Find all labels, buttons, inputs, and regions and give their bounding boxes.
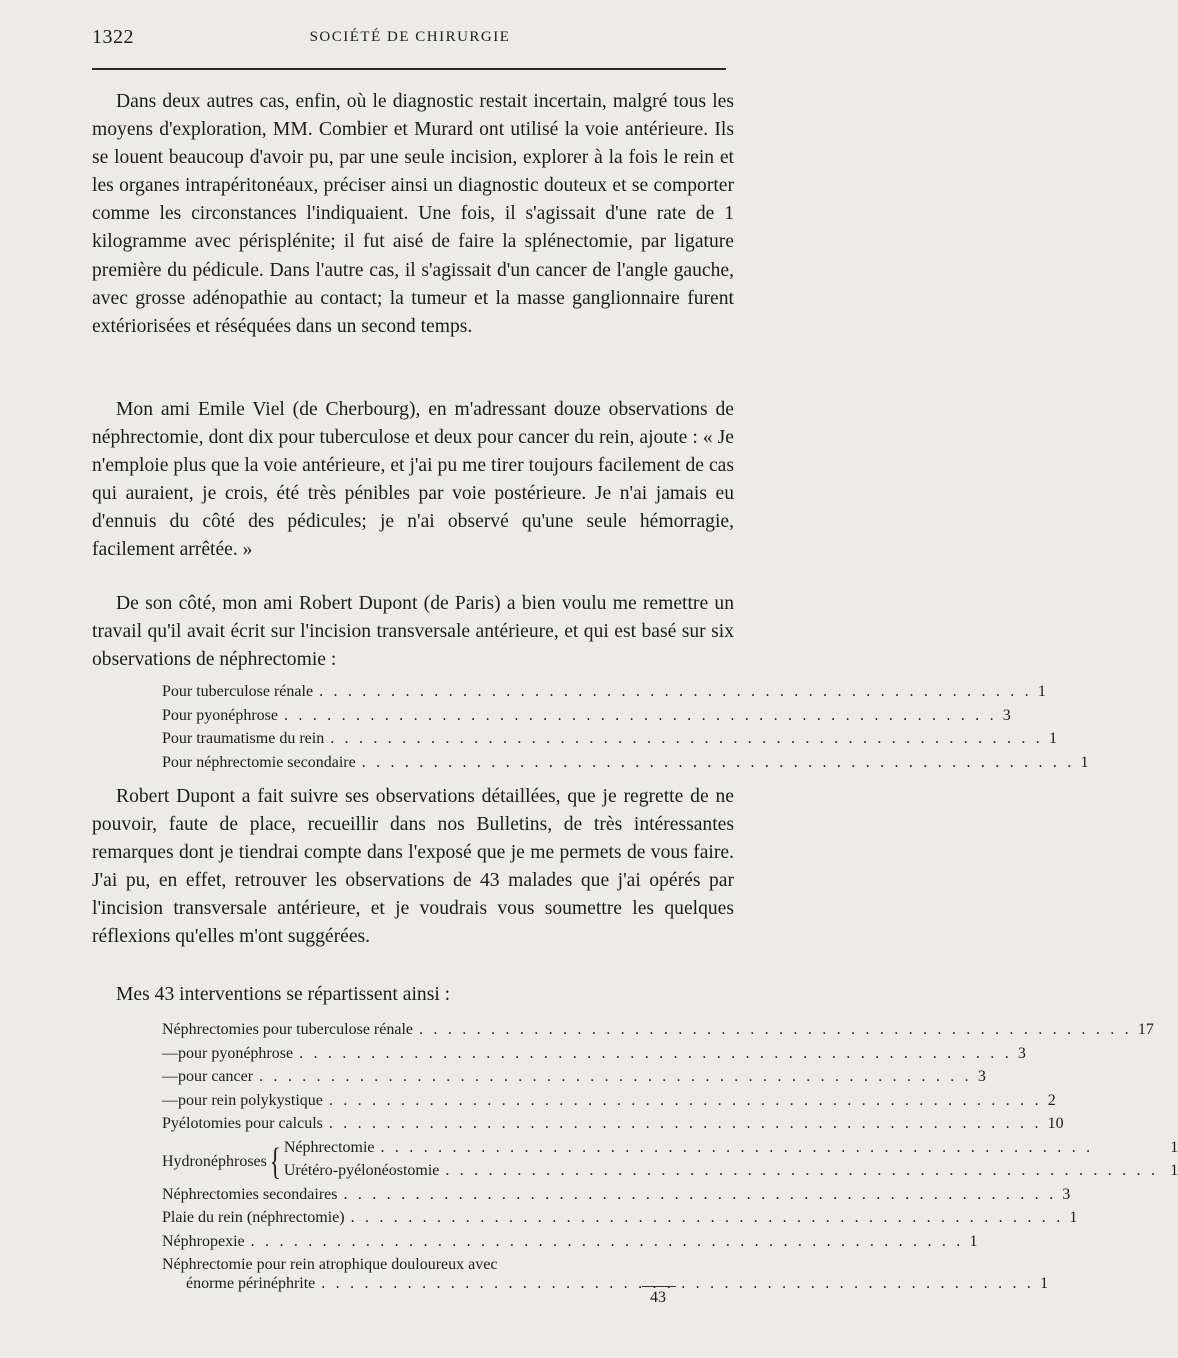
row-label: Pyélotomies pour calculs [162,1115,323,1132]
dot-leader [381,1139,1159,1157]
dot-leader [329,1092,1042,1110]
dot-leader [343,1186,1056,1204]
ditto-dash: — [162,1091,178,1109]
ditto-dash: — [162,1044,178,1062]
row-label: Néphrectomies pour tuberculose rénale [162,1021,414,1038]
row-value: 1 [1080,753,1089,771]
row-label: Pour traumatisme du rein [162,730,325,747]
row-value: 3 [1062,1185,1071,1203]
table-row [162,1256,1049,1293]
group-label: Hydronéphroses [162,1153,267,1170]
page-header [92,24,728,54]
dot-leader [251,1233,964,1251]
row-value: 1 [1069,1209,1078,1226]
table-row [162,1044,1026,1069]
table-row [162,1185,1071,1210]
paragraph-1: Dans deux autres cas, enfin, où le diagnostic restait incertain, malgré tous les moyens d'exploration, MM. Combier et Murard ont utilisé la voie antérieure. Ils se louent beaucoup d'avoir pu, par une seule incision, explorer à la fois le rein et les organes intrapéritonéaux, préciser ainsi un diagnostic douteux et se comporter comme les circonstances l'indiquaient. Une fois, il s'agissait d'une rate de 1 kilogramme avec périsplénite; il fut aisé de faire la splénectomie, par ligature première du pédicule. Dans l'autre cas, il s'agissait d'un cancer de l'angle gauche, avec grosse adénopathie au contact; la tumeur et la masse ganglionnaire furent extériorisées et réséquées dans un second temps. [92,91,734,337]
row-value: 1 [1170,1138,1178,1156]
paragraph-3: De son côté, mon ami Robert Dupont (de Paris) a bien voulu me remettre un travail qu'il avait écrit sur l'incision transversale antérieure, et qui est basé sur six observations de néphrectomie : [92,593,734,671]
table-row [162,1115,1064,1139]
dupont-observations-table [162,683,1089,777]
row-label: pour cancer [178,1068,254,1085]
row-value: 3 [1017,1044,1026,1062]
dot-leader [321,1275,1034,1294]
dot-leader [445,1162,1158,1180]
table-row [162,730,1057,754]
interventions-table [162,1021,1178,1293]
dot-leader [419,1021,1132,1039]
table-row [162,1068,986,1092]
row-label-line1: Néphrectomie pour rein atrophique douloureux avec [162,1256,498,1273]
row-label: Urétéro-pyélonéostomie [283,1162,440,1179]
paragraph-4: Robert Dupont a fait suivre ses observations détaillées, que je regrette de ne pouvoir, faute de place, recueillir dans nos Bulletins, de très intéressantes remarques dont je tiendrai compte dans l'exposé que je me permets de vous faire. J'ai pu, en effet, retrouver les observations de 43 malades que j'ai opérés par l'incision transversale antérieure, et je voudrais vous soumettre les quelques réflexions qu'elles m'ont suggérées. [92,786,734,948]
dot-leader [330,730,1043,748]
row-value: 1 [969,1232,978,1250]
row-value: 17 [1137,1021,1154,1038]
dot-leader [284,707,997,725]
row-value: 10 [1047,1115,1064,1132]
running-title: SOCIÉTÉ DE CHIRURGIE [309,29,511,45]
row-value: 2 [1047,1091,1056,1109]
table-row [162,706,1011,731]
table-row [284,1162,1178,1186]
dot-leader [259,1068,972,1086]
dot-leader [329,1115,1042,1133]
paragraph-2: Mon ami Emile Viel (de Cherbourg), en m'adressant douze observations de néphrectomie, dont dix pour tuberculose et deux pour cancer du rein, ajoute : « Je n'emploie plus que la voie antérieure, et j'ai pu me tirer toujours facilement de cas qui auraient, je crois, été très pénibles par voie postérieure. Je n'ai jamais eu d'ennuis du côté des pédicules; je n'ai observé qu'une seule hémorragie, facilement arrêtée. » [92,399,734,561]
row-value: 1 [1170,1162,1178,1179]
row-value: 1 [1049,730,1057,747]
row-value: 1 [1040,1274,1049,1292]
table-row [162,1091,1056,1116]
row-label-line2-wrap [162,1274,1049,1294]
total-rule [642,1286,676,1287]
row-value: 3 [977,1068,986,1085]
dot-leader [351,1209,1064,1227]
paragraph-5: Mes 43 interventions se répartissent ainsi : [116,984,451,1005]
row-label: Pour tuberculose rénale [162,683,314,700]
row-label: Pour pyonéphrose [162,706,278,724]
row-label-line2: énorme périnéphrite [186,1274,316,1292]
row-value: 1 [1037,683,1046,700]
table-row [162,1209,1078,1233]
total-value: 43 [650,1289,666,1306]
row-label: pour rein polykystique [178,1091,323,1109]
row-label: Plaie du rein (néphrectomie) [162,1209,345,1226]
row-label: pour pyonéphrose [178,1044,294,1062]
header-rule [92,68,726,70]
group-rows [284,1139,1178,1186]
table-row [284,1139,1178,1163]
row-label: Néphrectomie [283,1138,375,1156]
row-value: 3 [1002,706,1011,724]
row-label: Pour néphrectomie secondaire [162,753,356,771]
row-label: Néphrectomies secondaires [162,1185,338,1203]
brace: { [269,1141,281,1183]
page-number: 1322 [92,26,134,48]
hydronephrose-group [162,1138,1178,1186]
dot-leader [319,683,1032,701]
table-row [162,1021,1154,1045]
table-row [162,753,1089,778]
table-row [162,1232,978,1257]
row-label: Néphropexie [162,1232,245,1250]
table-row [162,683,1046,707]
ditto-dash: — [162,1068,178,1085]
dot-leader [299,1045,1012,1063]
dot-leader [362,754,1075,772]
